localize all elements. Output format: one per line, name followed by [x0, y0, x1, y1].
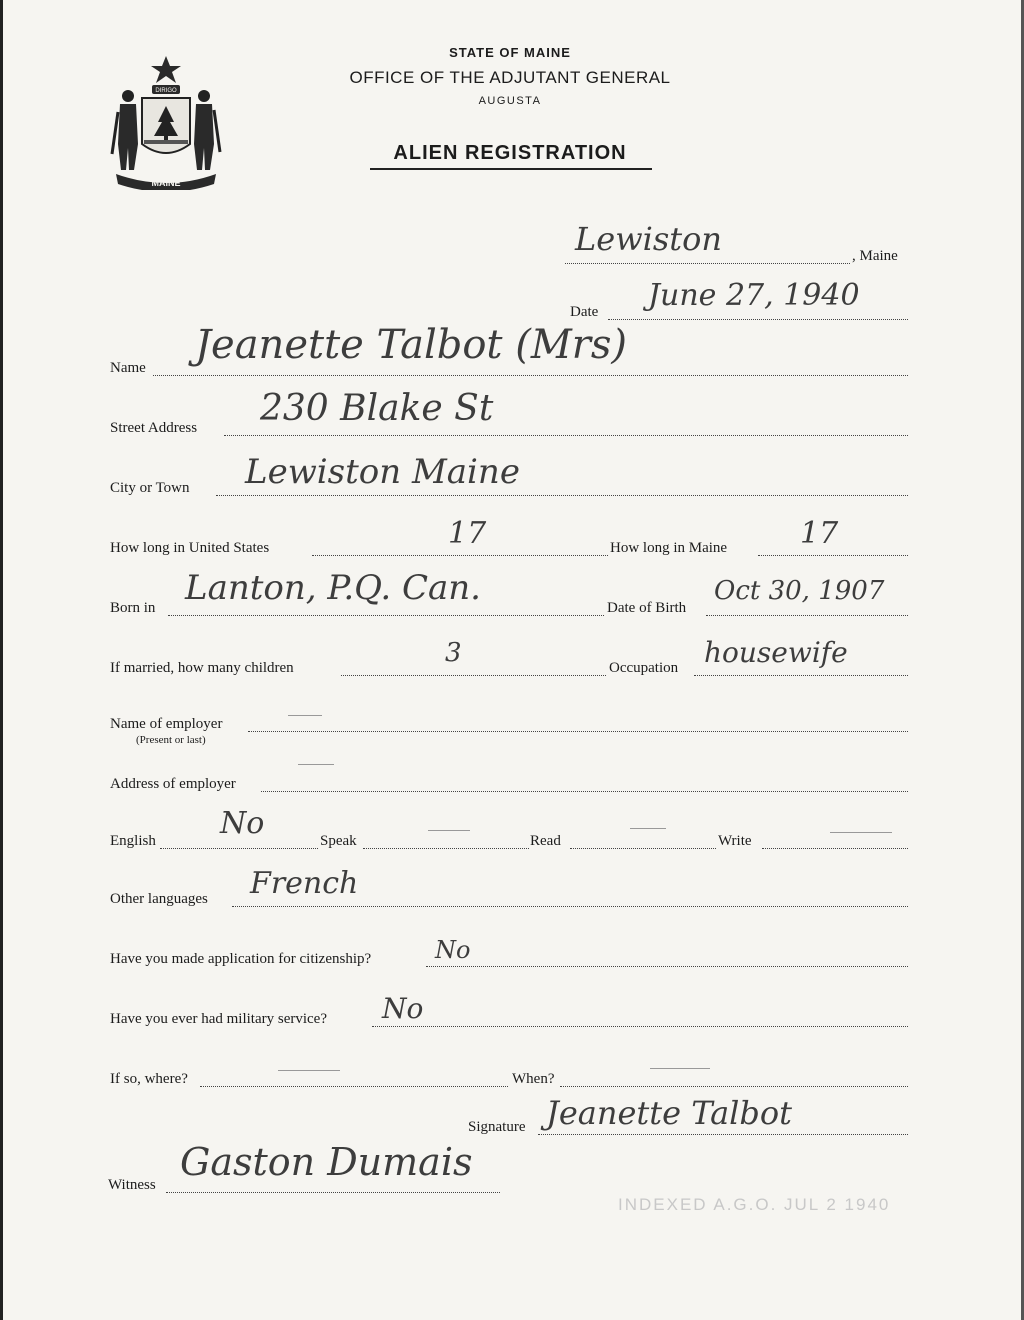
date-of-birth-value: Oct 30, 1907: [714, 576, 885, 606]
title-underline: [370, 168, 652, 170]
city-town-value: Lewiston Maine: [245, 452, 520, 492]
english-label: English: [110, 833, 156, 849]
date-line: [608, 319, 908, 320]
where-blank-dash: [278, 1070, 340, 1071]
city-town-line: [216, 495, 908, 496]
citizenship-label: Have you made application for citizenship?: [110, 951, 372, 967]
street-line: [224, 435, 908, 436]
employer-address-blank-dash: [298, 764, 334, 765]
witness-label: Witness: [108, 1177, 156, 1193]
write-label: Write: [718, 833, 752, 849]
how-long-maine-label: How long in Maine: [610, 540, 728, 556]
signature-value: Jeanette Talbot: [546, 1094, 792, 1132]
street-label: Street Address: [110, 420, 198, 436]
speak-label: Speak: [320, 833, 357, 849]
how-long-maine-value: 17: [800, 516, 839, 551]
how-long-us-line: [312, 555, 608, 556]
write-line: [762, 848, 908, 849]
name-label: Name: [110, 360, 146, 376]
write-blank-dash: [830, 832, 892, 833]
speak-blank-dash: [428, 830, 470, 831]
header-city: AUGUSTA: [478, 95, 542, 107]
military-line: [372, 1026, 908, 1027]
when-line: [560, 1086, 908, 1087]
english-line: [160, 848, 318, 849]
signature-label: Signature: [468, 1119, 526, 1135]
children-value: 3: [445, 638, 462, 668]
employer-name-label: Name of employer: [110, 716, 223, 732]
signature-line: [538, 1134, 908, 1135]
if-so-where-line: [200, 1086, 508, 1087]
citizenship-line: [426, 966, 908, 967]
born-in-line: [168, 615, 604, 616]
city-town-label: City or Town: [110, 480, 190, 496]
town-line: [565, 263, 850, 264]
other-languages-label: Other languages: [110, 891, 208, 907]
married-children-label: If married, how many children: [110, 660, 294, 676]
how-long-us-value: 17: [448, 516, 487, 551]
date-label: Date: [570, 304, 599, 320]
citizenship-value: No: [435, 936, 471, 964]
occupation-label: Occupation: [609, 660, 679, 676]
occupation-line: [694, 675, 908, 676]
married-children-line: [341, 675, 606, 676]
name-value: Jeanette Talbot (Mrs): [195, 322, 628, 368]
street-value: 230 Blake St: [260, 388, 494, 429]
town-value: Lewiston: [575, 220, 722, 258]
employer-name-line: [248, 731, 908, 732]
read-line: [570, 848, 716, 849]
name-line: [153, 375, 908, 376]
employer-name-blank-dash: [288, 715, 322, 716]
header-office: OFFICE OF THE ADJUTANT GENERAL: [349, 68, 671, 87]
seal-name: MAINE: [151, 178, 181, 188]
employer-address-line: [261, 791, 908, 792]
witness-value: Gaston Dumais: [180, 1140, 473, 1184]
employer-note: (Present or last): [136, 734, 206, 746]
military-label: Have you ever had military service?: [110, 1011, 327, 1027]
occupation-value: housewife: [704, 636, 848, 669]
how-long-us-label: How long in United States: [110, 540, 270, 556]
date-of-birth-line: [706, 615, 908, 616]
born-in-label: Born in: [110, 600, 156, 616]
other-languages-line: [232, 906, 908, 907]
other-languages-value: French: [250, 866, 359, 901]
employer-address-label: Address of employer: [110, 776, 236, 792]
when-label: When?: [512, 1071, 555, 1087]
when-blank-dash: [650, 1068, 710, 1069]
read-label: Read: [530, 833, 561, 849]
date-of-birth-label: Date of Birth: [607, 600, 687, 616]
seal-motto: DIRIGO: [155, 88, 177, 94]
speak-line: [363, 848, 529, 849]
born-in-value: Lanton, P.Q. Can.: [185, 568, 481, 608]
witness-line: [166, 1192, 500, 1193]
how-long-maine-line: [758, 555, 908, 556]
read-blank-dash: [630, 828, 666, 829]
header-state: STATE OF MAINE: [449, 45, 571, 60]
date-value: June 27, 1940: [648, 278, 860, 313]
if-so-where-label: If so, where?: [110, 1071, 188, 1087]
military-value: No: [382, 992, 424, 1025]
maine-label: , Maine: [852, 248, 898, 264]
english-value: No: [220, 806, 265, 841]
form-title: ALIEN REGISTRATION: [393, 142, 627, 164]
indexed-stamp: INDEXED A.G.O. JUL 2 1940: [618, 1195, 891, 1214]
maine-state-seal: [108, 52, 224, 190]
